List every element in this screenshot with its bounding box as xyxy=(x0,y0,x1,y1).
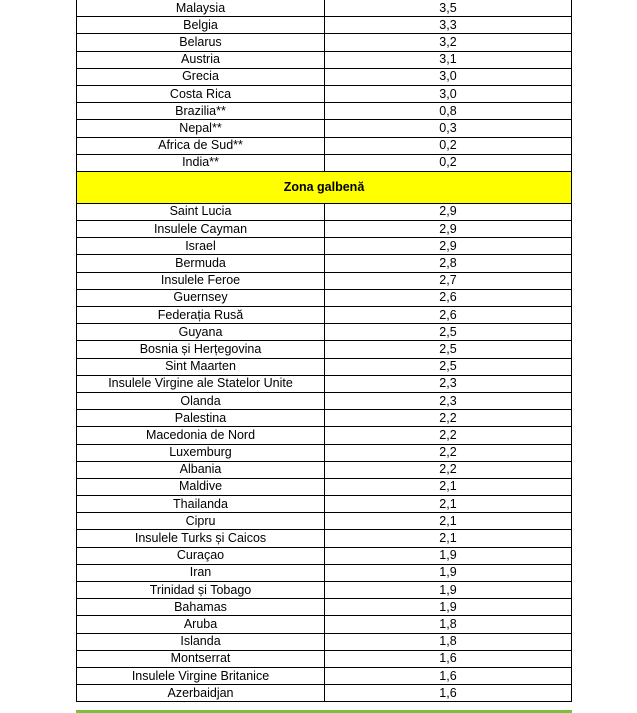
table-row xyxy=(77,51,572,68)
country-cell: India** xyxy=(77,154,325,171)
rate-cell: 0,2 xyxy=(325,137,572,154)
table-row xyxy=(77,496,572,513)
table-row xyxy=(77,444,572,461)
table-row xyxy=(77,255,572,272)
rate-cell: 0,3 xyxy=(325,120,572,137)
table-row xyxy=(77,513,572,530)
incidence-table-body xyxy=(77,0,572,702)
table-row xyxy=(77,221,572,238)
rate-cell: 2,9 xyxy=(325,221,572,238)
country-cell: Palestina xyxy=(77,410,325,427)
table-row xyxy=(77,137,572,154)
rate-cell: 2,6 xyxy=(325,289,572,306)
rate-cell: 1,8 xyxy=(325,633,572,650)
rate-cell: 2,2 xyxy=(325,444,572,461)
country-cell: Islanda xyxy=(77,633,325,650)
rate-cell: 2,5 xyxy=(325,358,572,375)
table-row xyxy=(77,685,572,702)
table-row xyxy=(77,203,572,220)
rate-cell: 2,7 xyxy=(325,272,572,289)
rate-cell: 2,9 xyxy=(325,203,572,220)
country-cell: Africa de Sud** xyxy=(77,137,325,154)
rate-cell: 2,9 xyxy=(325,238,572,255)
rate-cell: 2,2 xyxy=(325,461,572,478)
table-row xyxy=(77,341,572,358)
country-cell: Guyana xyxy=(77,324,325,341)
country-cell: Austria xyxy=(77,51,325,68)
rate-cell: 2,1 xyxy=(325,513,572,530)
country-cell: Olanda xyxy=(77,392,325,409)
rate-cell: 0,8 xyxy=(325,103,572,120)
country-cell: Guernsey xyxy=(77,289,325,306)
rate-cell: 3,1 xyxy=(325,51,572,68)
country-cell: Federația Rusă xyxy=(77,307,325,324)
country-cell: Thailanda xyxy=(77,496,325,513)
country-cell: Grecia xyxy=(77,68,325,85)
rate-cell: 1,9 xyxy=(325,582,572,599)
table-row xyxy=(77,17,572,34)
rate-cell: 2,6 xyxy=(325,307,572,324)
rate-cell: 3,3 xyxy=(325,17,572,34)
country-cell: Israel xyxy=(77,238,325,255)
table-row xyxy=(77,667,572,684)
country-cell: Belgia xyxy=(77,17,325,34)
table-row xyxy=(77,461,572,478)
country-cell: Bosnia și Herțegovina xyxy=(77,341,325,358)
rate-cell: 1,8 xyxy=(325,616,572,633)
rate-cell: 1,9 xyxy=(325,599,572,616)
rate-cell: 3,2 xyxy=(325,34,572,51)
country-cell: Belarus xyxy=(77,34,325,51)
rate-cell: 2,5 xyxy=(325,341,572,358)
rate-cell: 1,6 xyxy=(325,667,572,684)
rate-cell: 2,1 xyxy=(325,530,572,547)
country-cell: Insulele Cayman xyxy=(77,221,325,238)
country-cell: Saint Lucia xyxy=(77,203,325,220)
table-row xyxy=(77,307,572,324)
table-row xyxy=(77,427,572,444)
country-cell: Trinidad și Tobago xyxy=(77,582,325,599)
table-row xyxy=(77,238,572,255)
table-row xyxy=(77,324,572,341)
rate-cell: 0,2 xyxy=(325,154,572,171)
table-row xyxy=(77,358,572,375)
rate-cell: 2,1 xyxy=(325,478,572,495)
rate-cell: 3,0 xyxy=(325,68,572,85)
rate-cell: 1,6 xyxy=(325,685,572,702)
country-cell: Nepal** xyxy=(77,120,325,137)
section-header-label: Zona galbenă xyxy=(77,171,572,203)
country-cell: Brazilia** xyxy=(77,103,325,120)
country-cell: Insulele Feroe xyxy=(77,272,325,289)
rate-cell: 2,5 xyxy=(325,324,572,341)
section-header-row xyxy=(77,171,572,203)
country-cell: Malaysia xyxy=(77,0,325,17)
table-row xyxy=(77,85,572,102)
country-cell: Luxemburg xyxy=(77,444,325,461)
table-row xyxy=(77,103,572,120)
table-row xyxy=(77,289,572,306)
country-cell: Insulele Virgine Britanice xyxy=(77,667,325,684)
table-row xyxy=(77,68,572,85)
table-row xyxy=(77,120,572,137)
table-row xyxy=(77,375,572,392)
table-row xyxy=(77,547,572,564)
country-cell: Bermuda xyxy=(77,255,325,272)
table-row xyxy=(77,530,572,547)
table-row xyxy=(77,0,572,17)
rate-cell: 1,9 xyxy=(325,564,572,581)
country-cell: Bahamas xyxy=(77,599,325,616)
rate-cell: 2,2 xyxy=(325,410,572,427)
table-row xyxy=(77,392,572,409)
country-cell: Cipru xyxy=(77,513,325,530)
table-row xyxy=(77,564,572,581)
rate-cell: 2,2 xyxy=(325,427,572,444)
table-row xyxy=(77,582,572,599)
country-cell: Sint Maarten xyxy=(77,358,325,375)
table-row xyxy=(77,154,572,171)
country-cell: Insulele Turks și Caicos xyxy=(77,530,325,547)
rate-cell: 3,0 xyxy=(325,85,572,102)
country-cell: Albania xyxy=(77,461,325,478)
table-row xyxy=(77,650,572,667)
rate-cell: 2,3 xyxy=(325,392,572,409)
country-cell: Montserrat xyxy=(77,650,325,667)
rate-cell: 2,8 xyxy=(325,255,572,272)
rate-cell: 2,3 xyxy=(325,375,572,392)
table-row xyxy=(77,633,572,650)
country-cell: Iran xyxy=(77,564,325,581)
table-row xyxy=(77,410,572,427)
table-row xyxy=(77,599,572,616)
rate-cell: 1,9 xyxy=(325,547,572,564)
table-row xyxy=(77,478,572,495)
rate-cell: 3,5 xyxy=(325,0,572,17)
country-cell: Maldive xyxy=(77,478,325,495)
table-row xyxy=(77,34,572,51)
country-cell: Aruba xyxy=(77,616,325,633)
country-cell: Insulele Virgine ale Statelor Unite xyxy=(77,375,325,392)
incidence-table xyxy=(76,0,572,702)
table-row xyxy=(77,616,572,633)
table-row xyxy=(77,272,572,289)
country-cell: Curaçao xyxy=(77,547,325,564)
country-cell: Macedonia de Nord xyxy=(77,427,325,444)
rate-cell: 1,6 xyxy=(325,650,572,667)
rate-cell: 2,1 xyxy=(325,496,572,513)
country-cell: Costa Rica xyxy=(77,85,325,102)
country-cell: Azerbaidjan xyxy=(77,685,325,702)
